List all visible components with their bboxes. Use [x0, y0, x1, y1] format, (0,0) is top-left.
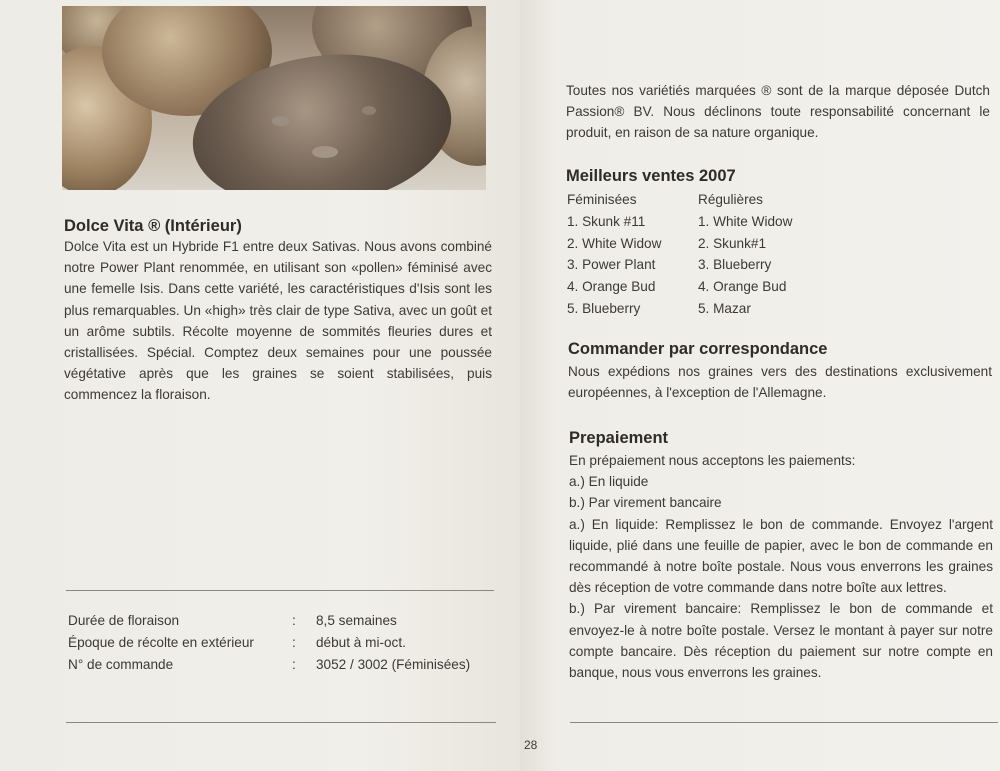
- spec-value: début à mi-oct.: [316, 635, 406, 650]
- spec-label: N° de commande: [68, 657, 174, 672]
- feminized-list: [567, 189, 661, 320]
- prepay-title: Prepaiement: [569, 429, 669, 447]
- list-item: 2. Skunk#1: [698, 235, 767, 251]
- footer-rule: [570, 722, 998, 723]
- spec-label: Durée de floraison: [68, 613, 180, 628]
- regular-list: [698, 189, 792, 320]
- page-number: 28: [524, 738, 538, 752]
- prepay-intro: En prépaiement nous acceptons les paiements:: [569, 453, 856, 468]
- spec-value: 3052 / 3002 (Féminisées): [316, 657, 471, 672]
- list-header: Féminisées: [567, 192, 637, 207]
- list-item: 3. Blueberry: [698, 257, 772, 273]
- list-item: 2. White Widow: [567, 235, 662, 251]
- prepay-option: a.) En liquide: [569, 474, 649, 490]
- trademark-notice: Toutes nos variétiés marquées ® sont de la marque déposée Dutch Passion® BV. Nous déclinons toute responsabilité concernant le produit, en raison de sa nature organique.: [566, 83, 990, 141]
- bestsellers-title: Meilleurs ventes 2007: [566, 167, 736, 185]
- prepay-detail-transfer: b.) Par virement bancaire: Remplissez le bon de commande et envoyez-le à notre boîte postale. Versez le montant à payer sur notre compte bancaire. Dès réception du paiement sur notre compte en banque, nous vous enverrons les graines.: [569, 601, 993, 681]
- mailorder-text: Nous expédions nos graines vers des destinations exclusivement européennes, à l'exception de l'Allemagne.: [568, 364, 992, 401]
- prepay-detail-cash: a.) En liquide: Remplissez le bon de commande. Envoyez l'argent liquide, plié dans une feuille de papier, avec le bon de commande en recommandé à notre boîte postale. Nous vous enverrons les graines dès réception de votre commande dans notre boîte aux lettres.: [569, 516, 993, 596]
- divider: [66, 590, 494, 591]
- list-item: 5. Blueberry: [567, 300, 641, 316]
- list-item: 5. Mazar: [698, 300, 751, 316]
- mailorder-title: Commander par correspondance: [568, 340, 828, 358]
- list-item: 3. Power Plant: [567, 257, 656, 273]
- footer-rule: [66, 722, 496, 723]
- list-header: Régulières: [698, 192, 763, 207]
- list-item: 1. Skunk #11: [567, 213, 646, 229]
- seeds-photo: [62, 6, 486, 190]
- spec-colon: :: [292, 635, 296, 650]
- spec-value: 8,5 semaines: [316, 613, 397, 628]
- prepay-section: [569, 450, 993, 683]
- list-item: 1. White Widow: [698, 213, 793, 229]
- list-item: 4. Orange Bud: [567, 279, 656, 295]
- list-item: 4. Orange Bud: [698, 279, 787, 295]
- spec-label: Époque de récolte en extérieur: [68, 635, 254, 650]
- variety-title: Dolce Vita ® (Intérieur): [64, 217, 242, 235]
- variety-description: Dolce Vita est un Hybride F1 entre deux Sativas. Nous avons combiné notre Power Plant renommée, en utilisant son «pollen» féminisé avec une femelle Isis. Dans cette variété, les caractéristiques d'Isis sont les plus remarquables. Un «high» très clair de type Sativa, avec un goût et un arôme subtils. Récolte moyenne de sommités fleuries dures et cristallisées. Spécial. Comptez deux semaines pour une poussée végétative après que les graines se soient stabilisées, puis commencez la floraison.: [64, 239, 492, 403]
- prepay-option: b.) Par virement bancaire: [569, 495, 722, 511]
- spec-colon: :: [292, 613, 296, 628]
- spec-colon: :: [292, 657, 296, 672]
